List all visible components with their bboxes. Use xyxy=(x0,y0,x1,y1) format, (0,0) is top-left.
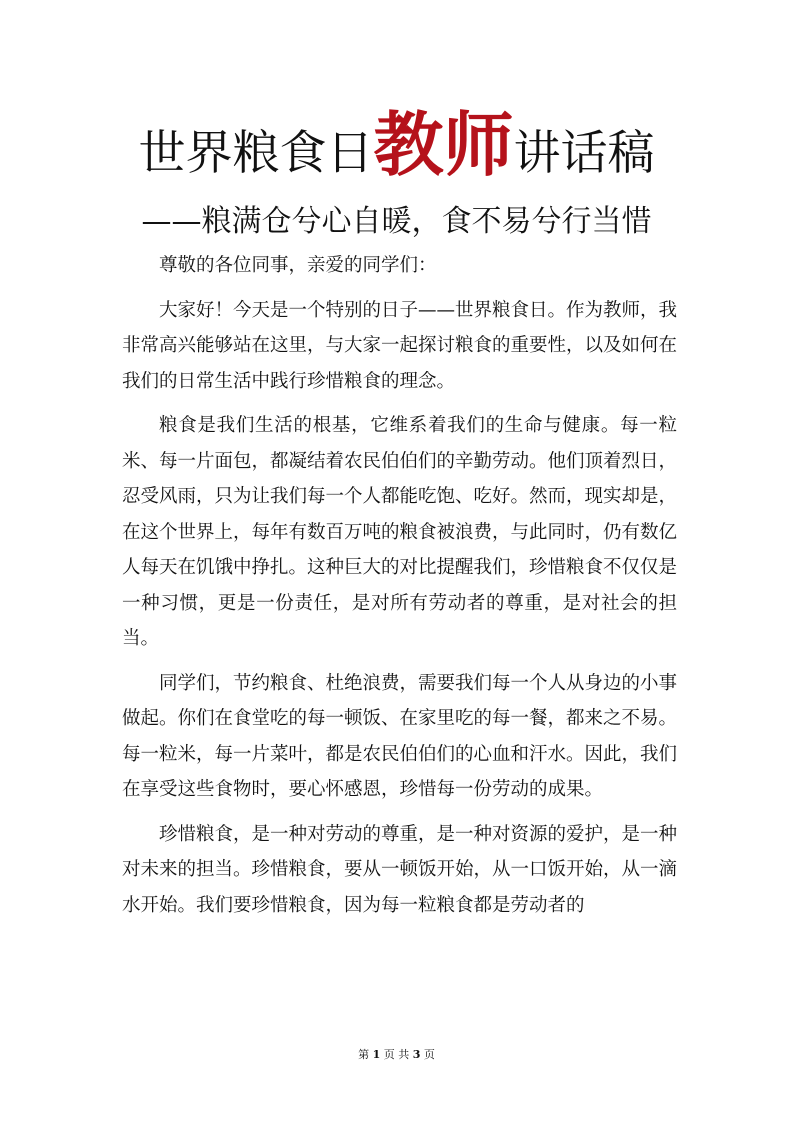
paragraph: 同学们，节约粮食、杜绝浪费，需要我们每一个人从身边的小事做起。你们在食堂吃的每一顿饭、在家里吃的每一餐，都来之不易。每一粒米，每一片菜叶，都是农民伯伯们的心血和汗水。因此，我们在享受这些食物时，要心怀感恩，珍惜每一份劳动的成果。 xyxy=(122,672,678,800)
footer-suffix: 页 xyxy=(423,1048,435,1061)
paragraph: 粮食是我们生活的根基，它维系着我们的生命与健康。每一粒米、每一片面包，都凝结着农民伯伯们的辛勤劳动。他们顶着烈日，忍受风雨，只为让我们每一个人都能吃饱、吃好。然而，现实却是，在这个世界上，每年有数百万吨的粮食被浪费，与此同时，仍有数亿人每天在饥饿中挣扎。这种巨大的对比提醒我们，珍惜粮食不仅仅是一种习惯，更是一份责任，是对所有劳动者的尊重，是对社会的担当。 xyxy=(122,415,678,649)
document-title xyxy=(0,103,793,186)
footer-page-number: 1 xyxy=(372,1048,381,1061)
footer-prefix: 第 xyxy=(358,1048,370,1061)
title-part-after: 讲话稿 xyxy=(513,126,655,181)
paragraph: 大家好！今天是一个特别的日子——世界粮食日。作为教师，我非常高兴能够站在这里，与大家一起探讨粮食的重要性，以及如何在我们的日常生活中践行珍惜粮食的理念。 xyxy=(122,299,678,392)
paragraph-salutation: 尊敬的各位同事，亲爱的同学们： xyxy=(159,255,437,276)
title-highlight: 教师 xyxy=(373,103,514,186)
document-body xyxy=(122,248,677,932)
title-part-before: 世界粮食日 xyxy=(138,126,374,181)
footer-middle: 页 共 xyxy=(383,1048,410,1061)
document-subtitle: ——粮满仓兮心自暖，食不易兮行当惜 xyxy=(141,204,652,239)
page-footer xyxy=(0,1046,793,1062)
footer-total-pages: 3 xyxy=(412,1048,421,1061)
paragraph: 珍惜粮食，是一种对劳动的尊重，是一种对资源的爱护，是一种对未来的担当。珍惜粮食，要从一顿饭开始，从一口饭开始，从一滴水开始。我们要珍惜粮食，因为每一粒粮食都是劳动者的 xyxy=(122,823,678,916)
